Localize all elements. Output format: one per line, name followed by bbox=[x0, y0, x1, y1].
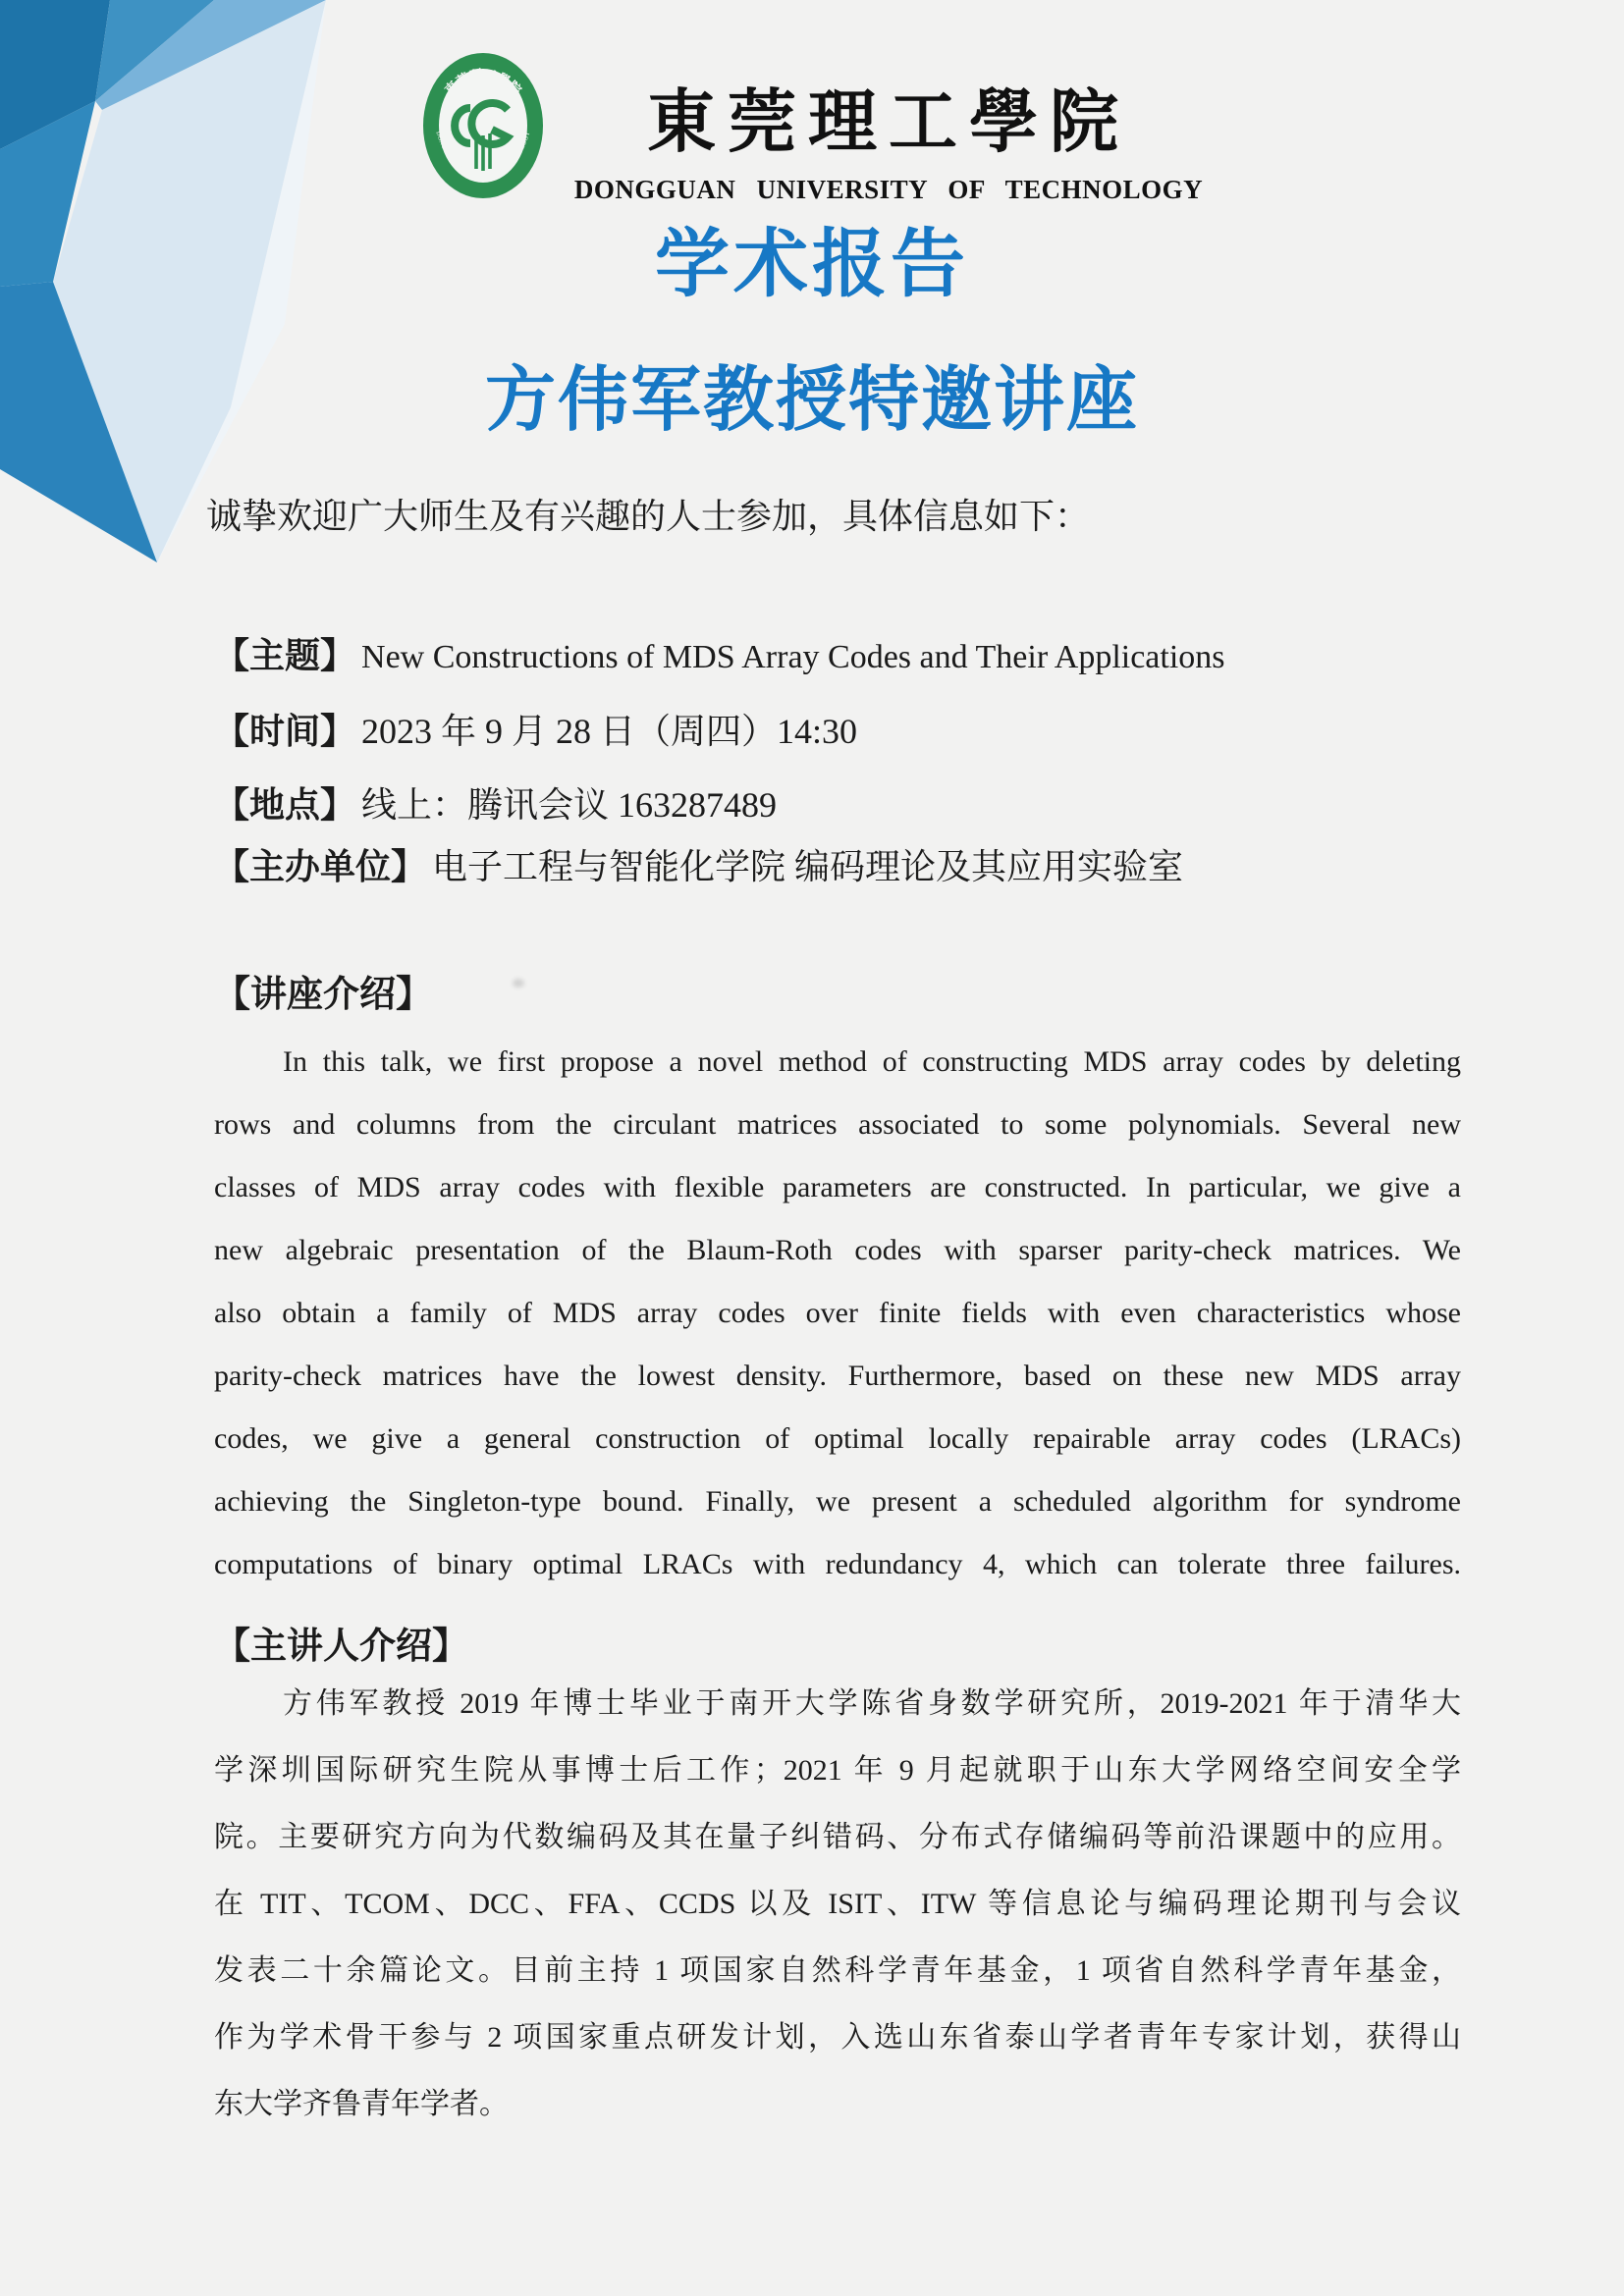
intro-paragraph bbox=[214, 1031, 1461, 1596]
intro-line: classes of MDS array codes with flexible parameters are constructed. In particular, we give a bbox=[214, 1171, 1461, 1203]
organizer-label: 【主办单位】 bbox=[214, 846, 427, 886]
speaker-line: 作为学术骨干参与 2 项国家重点研发计划，入选山东省泰山学者青年专家计划，获得山 bbox=[214, 2021, 1461, 2054]
header bbox=[0, 51, 1624, 204]
time-value: 2023 年 9 月 28 日（周四）14:30 bbox=[361, 712, 858, 751]
speaker-line: 发表二十余篇论文。目前主持 1 项国家自然科学青年基金，1 项省自然科学青年基金， bbox=[214, 1954, 1461, 1987]
university-name-english: DONGGUAN UNIVERSITY OF TECHNOLOGY bbox=[573, 175, 1204, 204]
intro-line: In this talk, we first propose a novel method of constructing MDS array codes by deleting bbox=[283, 1045, 1461, 1078]
info-row-time bbox=[214, 704, 1471, 751]
topic-value: New Constructions of MDS Array Codes and Their Applications bbox=[361, 639, 1225, 675]
speaker-section-heading: 【主讲人介绍】 bbox=[214, 1626, 468, 1666]
organizer-value: 电子工程与智能化学院 编码理论及其应用实验室 bbox=[432, 847, 1184, 886]
location-label: 【地点】 bbox=[214, 784, 356, 825]
topic-label: 【主题】 bbox=[214, 635, 356, 675]
event-info-list bbox=[214, 628, 1471, 886]
poster-title: 学术报告 bbox=[655, 223, 969, 306]
seal-arc-bottom-text: DONGGUAN UNIVERSITY OF TECHNOLOGY bbox=[434, 131, 532, 180]
speaker-line: 院。主要研究方向为代数编码及其在量子纠错码、分布式存储编码等前沿课题中的应用。 bbox=[214, 1821, 1461, 1853]
seal-arc-top-text: 東莞理工學院 bbox=[441, 66, 524, 98]
university-names bbox=[574, 51, 1203, 204]
intro-line: new algebraic presentation of the Blaum-Roth codes with sparser parity-check matrices. We bbox=[214, 1234, 1461, 1266]
location-value: 线上：腾讯会议 163287489 bbox=[361, 785, 778, 825]
intro-line: computations of binary optimal LRACs with redundancy 4, which can tolerate three failures. bbox=[214, 1548, 1461, 1580]
info-row-organizer bbox=[214, 839, 1471, 886]
poster-subtitle: 方伟军教授特邀讲座 bbox=[484, 361, 1139, 440]
university-seal-logo bbox=[421, 51, 545, 200]
info-row-location bbox=[214, 777, 1471, 825]
intro-line: codes, we give a general construction of optimal locally repairable array codes (LRACs) bbox=[214, 1422, 1461, 1455]
intro-line: parity-check matrices have the lowest density. Furthermore, based on these new MDS array bbox=[214, 1360, 1461, 1392]
speaker-paragraph bbox=[214, 1671, 1461, 2138]
speaker-line: 方伟军教授 2019 年博士毕业于南开大学陈省身数学研究所，2019-2021 年于清华大 bbox=[283, 1687, 1461, 1720]
intro-line: achieving the Singleton-type bound. Finally, we present a scheduled algorithm for syndrome bbox=[214, 1485, 1461, 1518]
speaker-line: 东大学齐鲁青年学者。 bbox=[214, 2088, 509, 2120]
intro-section-heading: 【讲座介绍】 bbox=[214, 974, 432, 1014]
info-row-topic bbox=[214, 628, 1471, 675]
speaker-line: 在 TIT、TCOM、DCC、FFA、CCDS 以及 ISIT、ITW 等信息论与编码理论期刊与会议 bbox=[214, 1888, 1461, 1920]
intro-line: rows and columns from the circulant matrices associated to some polynomials. Several new bbox=[214, 1108, 1461, 1141]
time-label: 【时间】 bbox=[214, 711, 356, 751]
scan-artifact-dot bbox=[513, 979, 524, 988]
welcome-line: 诚挚欢迎广大师生及有兴趣的人士参加，具体信息如下： bbox=[206, 497, 1091, 536]
intro-line: also obtain a family of MDS array codes over finite fields with even characteristics whose bbox=[214, 1297, 1461, 1329]
speaker-line: 学深圳国际研究生院从事博士后工作；2021 年 9 月起就职于山东大学网络空间安全学 bbox=[214, 1754, 1461, 1787]
university-name-chinese: 東莞理工學院 bbox=[646, 85, 1130, 161]
